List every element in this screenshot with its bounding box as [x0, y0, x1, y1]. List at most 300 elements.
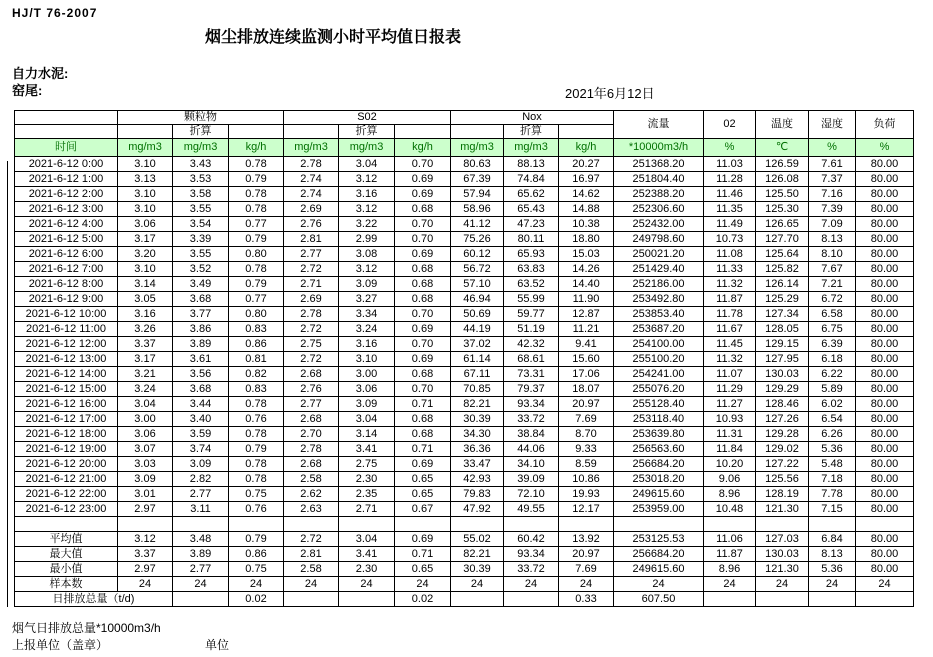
- table-cell: 3.37: [118, 547, 173, 562]
- unit-cell: *10000m3/h: [614, 139, 704, 157]
- daily-total-row: [15, 592, 914, 607]
- table-cell: 46.94: [451, 292, 504, 307]
- table-cell: 8.59: [559, 457, 614, 472]
- table-cell: 18.07: [559, 382, 614, 397]
- table-cell: 7.16: [809, 187, 856, 202]
- blank-cell: [284, 125, 339, 139]
- table-cell: 3.68: [173, 292, 229, 307]
- table-cell: 2.74: [284, 172, 339, 187]
- table-cell: [704, 517, 756, 532]
- table-cell: 11.21: [559, 322, 614, 337]
- table-cell: 39.09: [504, 472, 559, 487]
- table-cell: 0.79: [229, 232, 284, 247]
- blank-cell: [559, 125, 614, 139]
- unit-cell: kg/h: [395, 139, 451, 157]
- table-cell: 11.84: [704, 442, 756, 457]
- table-cell: 80.00: [856, 367, 914, 382]
- table-cell: 0.77: [229, 217, 284, 232]
- table-cell: 10.20: [704, 457, 756, 472]
- table-cell: 36.36: [451, 442, 504, 457]
- unit-cell: kg/h: [559, 139, 614, 157]
- table-cell: 日排放总量（t/d): [15, 592, 173, 607]
- data-row: [15, 247, 914, 262]
- data-row: [15, 442, 914, 457]
- group-nox: Nox: [451, 111, 614, 125]
- table-cell: 24: [451, 577, 504, 592]
- table-cell: 55.02: [451, 532, 504, 547]
- table-cell: [809, 592, 856, 607]
- table-cell: 7.39: [809, 202, 856, 217]
- table-cell: 126.59: [756, 157, 809, 172]
- table-cell: 9.33: [559, 442, 614, 457]
- col-header-o2: 02: [704, 111, 756, 139]
- units-row: [15, 139, 914, 157]
- table-cell: 3.12: [339, 202, 395, 217]
- table-cell: 129.02: [756, 442, 809, 457]
- table-cell: 24: [559, 577, 614, 592]
- table-cell: 0.68: [395, 367, 451, 382]
- table-cell: 80.00: [856, 247, 914, 262]
- table-cell: 24: [118, 577, 173, 592]
- table-cell: 253118.40: [614, 412, 704, 427]
- table-cell: 253018.20: [614, 472, 704, 487]
- table-cell: 11.33: [704, 262, 756, 277]
- table-cell: [284, 517, 339, 532]
- table-cell: 255100.20: [614, 352, 704, 367]
- table-cell: 253492.80: [614, 292, 704, 307]
- table-cell: 3.13: [118, 172, 173, 187]
- table-cell: 0.02: [395, 592, 451, 607]
- table-cell: 2.71: [339, 502, 395, 517]
- table-cell: 5.36: [809, 442, 856, 457]
- table-cell: 253853.40: [614, 307, 704, 322]
- table-cell: 0.83: [229, 322, 284, 337]
- table-cell: 3.49: [173, 277, 229, 292]
- table-cell: 0.80: [229, 247, 284, 262]
- table-cell: 80.00: [856, 397, 914, 412]
- table-cell: 3.34: [339, 307, 395, 322]
- table-cell: 0.68: [395, 427, 451, 442]
- table-cell: 80.00: [856, 562, 914, 577]
- table-cell: 80.00: [856, 547, 914, 562]
- table-cell: 2.58: [284, 472, 339, 487]
- table-cell: 0.81: [229, 352, 284, 367]
- table-cell: 20.97: [559, 397, 614, 412]
- table-cell: 2021-6-12 18:00: [15, 427, 118, 442]
- table-cell: 3.10: [118, 157, 173, 172]
- table-cell: 254100.00: [614, 337, 704, 352]
- table-cell: 0.86: [229, 337, 284, 352]
- table-cell: 7.69: [559, 562, 614, 577]
- table-cell: 6.02: [809, 397, 856, 412]
- table-cell: 80.00: [856, 412, 914, 427]
- table-cell: 最小值: [15, 562, 118, 577]
- table-cell: 2.72: [284, 262, 339, 277]
- table-cell: 128.19: [756, 487, 809, 502]
- table-cell: 0.65: [395, 472, 451, 487]
- summary-row: [15, 577, 914, 592]
- converted-label: 折算: [504, 125, 559, 139]
- table-cell: 2.77: [173, 562, 229, 577]
- table-cell: 5.36: [809, 562, 856, 577]
- table-cell: 2021-6-12 22:00: [15, 487, 118, 502]
- table-cell: 6.84: [809, 532, 856, 547]
- table-cell: 2021-6-12 19:00: [15, 442, 118, 457]
- table-cell: 3.09: [118, 472, 173, 487]
- table-cell: 3.24: [339, 322, 395, 337]
- spacer-row: [15, 517, 914, 532]
- table-cell: 3.58: [173, 187, 229, 202]
- table-cell: 6.72: [809, 292, 856, 307]
- table-cell: 2.97: [118, 502, 173, 517]
- table-cell: [756, 592, 809, 607]
- table-cell: 0.68: [395, 292, 451, 307]
- table-cell: 24: [614, 577, 704, 592]
- table-cell: [856, 517, 914, 532]
- table-cell: 0.78: [229, 187, 284, 202]
- table-cell: 3.86: [173, 322, 229, 337]
- table-cell: 3.10: [118, 262, 173, 277]
- table-cell: 0.68: [395, 262, 451, 277]
- table-cell: 61.14: [451, 352, 504, 367]
- table-cell: 47.92: [451, 502, 504, 517]
- data-row: [15, 427, 914, 442]
- group-header-row: [15, 111, 914, 125]
- blank-cell: [395, 125, 451, 139]
- table-cell: 68.61: [504, 352, 559, 367]
- table-cell: 0.78: [229, 262, 284, 277]
- table-cell: 3.00: [339, 367, 395, 382]
- table-cell: 34.30: [451, 427, 504, 442]
- table-cell: 0.79: [229, 172, 284, 187]
- table-cell: 2.72: [284, 322, 339, 337]
- table-cell: 8.13: [809, 232, 856, 247]
- table-cell: [395, 517, 451, 532]
- data-row: [15, 367, 914, 382]
- blank-cell: [118, 125, 173, 139]
- table-cell: 7.78: [809, 487, 856, 502]
- table-cell: 3.10: [339, 352, 395, 367]
- table-cell: 58.96: [451, 202, 504, 217]
- table-cell: [856, 592, 914, 607]
- table-cell: 80.00: [856, 427, 914, 442]
- table-cell: 7.21: [809, 277, 856, 292]
- table-cell: 0.70: [395, 217, 451, 232]
- table-cell: 2021-6-12 4:00: [15, 217, 118, 232]
- table-cell: 24: [229, 577, 284, 592]
- table-cell: 75.26: [451, 232, 504, 247]
- table-cell: 249798.60: [614, 232, 704, 247]
- data-row: [15, 412, 914, 427]
- table-cell: 7.09: [809, 217, 856, 232]
- table-cell: 126.14: [756, 277, 809, 292]
- table-cell: 2021-6-12 11:00: [15, 322, 118, 337]
- table-cell: 256684.20: [614, 547, 704, 562]
- table-cell: 2.68: [284, 367, 339, 382]
- data-row: [15, 187, 914, 202]
- data-row: [15, 487, 914, 502]
- table-cell: [118, 517, 173, 532]
- table-cell: 15.03: [559, 247, 614, 262]
- table-cell: 3.16: [118, 307, 173, 322]
- unit-cell: mg/m3: [118, 139, 173, 157]
- table-cell: 3.56: [173, 367, 229, 382]
- table-cell: 14.40: [559, 277, 614, 292]
- unit-cell: mg/m3: [451, 139, 504, 157]
- report-table: [14, 110, 914, 607]
- table-cell: 256563.60: [614, 442, 704, 457]
- table-cell: 250021.20: [614, 247, 704, 262]
- table-cell: 2.76: [284, 217, 339, 232]
- table-cell: 80.00: [856, 202, 914, 217]
- table-cell: 2.77: [284, 397, 339, 412]
- col-header-load: 负荷: [856, 111, 914, 139]
- table-cell: 2.81: [284, 547, 339, 562]
- data-row: [15, 157, 914, 172]
- table-cell: 3.10: [118, 202, 173, 217]
- table-cell: 3.43: [173, 157, 229, 172]
- table-cell: 80.00: [856, 457, 914, 472]
- table-cell: 3.06: [339, 382, 395, 397]
- table-cell: 249615.60: [614, 562, 704, 577]
- table-cell: 80.00: [856, 232, 914, 247]
- table-cell: 0.76: [229, 412, 284, 427]
- table-cell: 41.12: [451, 217, 504, 232]
- table-cell: 2.75: [284, 337, 339, 352]
- table-cell: 0.67: [395, 502, 451, 517]
- table-cell: 2.62: [284, 487, 339, 502]
- table-cell: 253125.53: [614, 532, 704, 547]
- table-cell: 2.63: [284, 502, 339, 517]
- table-cell: 2.97: [118, 562, 173, 577]
- table-cell: 3.24: [118, 382, 173, 397]
- table-cell: 128.46: [756, 397, 809, 412]
- left-gutter-line: [7, 161, 8, 607]
- unit-cell: mg/m3: [339, 139, 395, 157]
- table-cell: 0.82: [229, 367, 284, 382]
- table-cell: 80.00: [856, 487, 914, 502]
- table-cell: 2021-6-12 12:00: [15, 337, 118, 352]
- monitoring-location: 窑尾:: [12, 83, 43, 98]
- table-cell: 3.21: [118, 367, 173, 382]
- table-cell: 126.65: [756, 217, 809, 232]
- table-cell: 9.06: [704, 472, 756, 487]
- table-cell: 0.69: [395, 352, 451, 367]
- table-cell: 12.17: [559, 502, 614, 517]
- table-cell: 127.26: [756, 412, 809, 427]
- table-cell: 19.93: [559, 487, 614, 502]
- table-cell: 2.72: [284, 352, 339, 367]
- table-cell: 57.94: [451, 187, 504, 202]
- table-cell: 80.00: [856, 502, 914, 517]
- table-cell: 2.78: [284, 307, 339, 322]
- table-cell: 2.78: [284, 157, 339, 172]
- table-cell: 93.34: [504, 397, 559, 412]
- table-cell: [339, 517, 395, 532]
- table-cell: [229, 517, 284, 532]
- table-cell: 24: [339, 577, 395, 592]
- table-cell: 13.92: [559, 532, 614, 547]
- table-cell: 251429.40: [614, 262, 704, 277]
- table-cell: 24: [395, 577, 451, 592]
- table-cell: [704, 592, 756, 607]
- table-cell: 最大值: [15, 547, 118, 562]
- table-cell: 3.61: [173, 352, 229, 367]
- table-cell: 2021-6-12 2:00: [15, 187, 118, 202]
- group-particulate: 颗粒物: [118, 111, 284, 125]
- table-cell: 0.70: [395, 382, 451, 397]
- table-cell: 10.73: [704, 232, 756, 247]
- unit-cell: mg/m3: [173, 139, 229, 157]
- table-cell: 2021-6-12 8:00: [15, 277, 118, 292]
- table-cell: 65.62: [504, 187, 559, 202]
- table-cell: 49.55: [504, 502, 559, 517]
- table-cell: 0.75: [229, 562, 284, 577]
- table-cell: 0.65: [395, 562, 451, 577]
- table-cell: 2021-6-12 17:00: [15, 412, 118, 427]
- blank-cell: [15, 125, 118, 139]
- table-cell: 3.10: [118, 187, 173, 202]
- table-cell: 16.97: [559, 172, 614, 187]
- summary-row: [15, 532, 914, 547]
- table-cell: 10.93: [704, 412, 756, 427]
- company-name: 自力水泥:: [12, 66, 69, 81]
- table-cell: 6.58: [809, 307, 856, 322]
- table-cell: [504, 592, 559, 607]
- page-title: 烟尘排放连续监测小时平均值日报表: [205, 29, 462, 46]
- table-cell: 3.09: [339, 397, 395, 412]
- table-cell: 14.88: [559, 202, 614, 217]
- table-cell: 2021-6-12 14:00: [15, 367, 118, 382]
- table-cell: 11.32: [704, 352, 756, 367]
- table-cell: [614, 517, 704, 532]
- table-cell: 24: [284, 577, 339, 592]
- table-cell: 3.77: [173, 307, 229, 322]
- data-row: [15, 292, 914, 307]
- table-cell: 0.79: [229, 277, 284, 292]
- table-cell: 2021-6-12 23:00: [15, 502, 118, 517]
- table-cell: 33.72: [504, 412, 559, 427]
- table-cell: 0.69: [395, 187, 451, 202]
- unit-cell: %: [856, 139, 914, 157]
- converted-label: 折算: [173, 125, 229, 139]
- data-row: [15, 472, 914, 487]
- table-cell: 7.18: [809, 472, 856, 487]
- table-cell: [451, 592, 504, 607]
- table-cell: 3.44: [173, 397, 229, 412]
- table-cell: 3.74: [173, 442, 229, 457]
- table-cell: 2021-6-12 9:00: [15, 292, 118, 307]
- table-cell: 33.47: [451, 457, 504, 472]
- table-cell: 3.14: [339, 427, 395, 442]
- table-cell: 0.76: [229, 502, 284, 517]
- unit-cell: %: [704, 139, 756, 157]
- table-cell: 11.32: [704, 277, 756, 292]
- standard-number: HJ/T 76-2007: [12, 6, 98, 20]
- unit-cell: kg/h: [229, 139, 284, 157]
- table-cell: 88.13: [504, 157, 559, 172]
- table-cell: 3.53: [173, 172, 229, 187]
- table-cell: 3.01: [118, 487, 173, 502]
- table-cell: 50.69: [451, 307, 504, 322]
- table-cell: 3.54: [173, 217, 229, 232]
- data-row: [15, 397, 914, 412]
- table-cell: 0.75: [229, 487, 284, 502]
- table-cell: 80.00: [856, 472, 914, 487]
- table-cell: 8.96: [704, 562, 756, 577]
- table-cell: 2.30: [339, 472, 395, 487]
- table-cell: 2.72: [284, 532, 339, 547]
- table-cell: [809, 517, 856, 532]
- table-cell: 93.34: [504, 547, 559, 562]
- table-cell: 42.93: [451, 472, 504, 487]
- table-cell: 2021-6-12 5:00: [15, 232, 118, 247]
- table-cell: 73.31: [504, 367, 559, 382]
- table-cell: 80.00: [856, 277, 914, 292]
- table-cell: 251368.20: [614, 157, 704, 172]
- table-cell: 0.68: [395, 412, 451, 427]
- table-cell: 14.26: [559, 262, 614, 277]
- table-cell: 12.87: [559, 307, 614, 322]
- table-cell: 47.23: [504, 217, 559, 232]
- table-cell: 65.43: [504, 202, 559, 217]
- report-date: 2021年6月12日: [565, 86, 655, 101]
- table-cell: 6.18: [809, 352, 856, 367]
- table-cell: 3.12: [339, 172, 395, 187]
- table-cell: 24: [756, 577, 809, 592]
- table-cell: 2.82: [173, 472, 229, 487]
- table-cell: 0.69: [395, 172, 451, 187]
- table-cell: 253959.00: [614, 502, 704, 517]
- table-cell: 6.54: [809, 412, 856, 427]
- table-cell: 17.06: [559, 367, 614, 382]
- table-cell: 3.06: [118, 217, 173, 232]
- table-cell: 10.86: [559, 472, 614, 487]
- blank-cell: [451, 125, 504, 139]
- table-cell: 2021-6-12 0:00: [15, 157, 118, 172]
- table-cell: 0.33: [559, 592, 614, 607]
- table-cell: 3.89: [173, 547, 229, 562]
- data-row: [15, 337, 914, 352]
- table-cell: 127.03: [756, 532, 809, 547]
- table-cell: 11.35: [704, 202, 756, 217]
- table-cell: 3.03: [118, 457, 173, 472]
- unit-cell: %: [809, 139, 856, 157]
- table-cell: 63.52: [504, 277, 559, 292]
- unit-cell: ℃: [756, 139, 809, 157]
- table-cell: 80.00: [856, 532, 914, 547]
- table-cell: 0.70: [395, 307, 451, 322]
- table-cell: 6.75: [809, 322, 856, 337]
- table-cell: 82.21: [451, 547, 504, 562]
- table-cell: 0.79: [229, 532, 284, 547]
- table-cell: 2021-6-12 13:00: [15, 352, 118, 367]
- table-cell: 130.03: [756, 367, 809, 382]
- table-cell: 2.30: [339, 562, 395, 577]
- table-cell: 8.96: [704, 487, 756, 502]
- table-cell: 3.17: [118, 232, 173, 247]
- table-cell: 0.79: [229, 442, 284, 457]
- table-cell: 0.77: [229, 292, 284, 307]
- table-cell: 37.02: [451, 337, 504, 352]
- table-cell: 2.69: [284, 292, 339, 307]
- table-cell: 11.28: [704, 172, 756, 187]
- table-cell: 34.10: [504, 457, 559, 472]
- table-cell: 254241.00: [614, 367, 704, 382]
- table-cell: 0.78: [229, 397, 284, 412]
- table-cell: 3.89: [173, 337, 229, 352]
- table-cell: 0.78: [229, 457, 284, 472]
